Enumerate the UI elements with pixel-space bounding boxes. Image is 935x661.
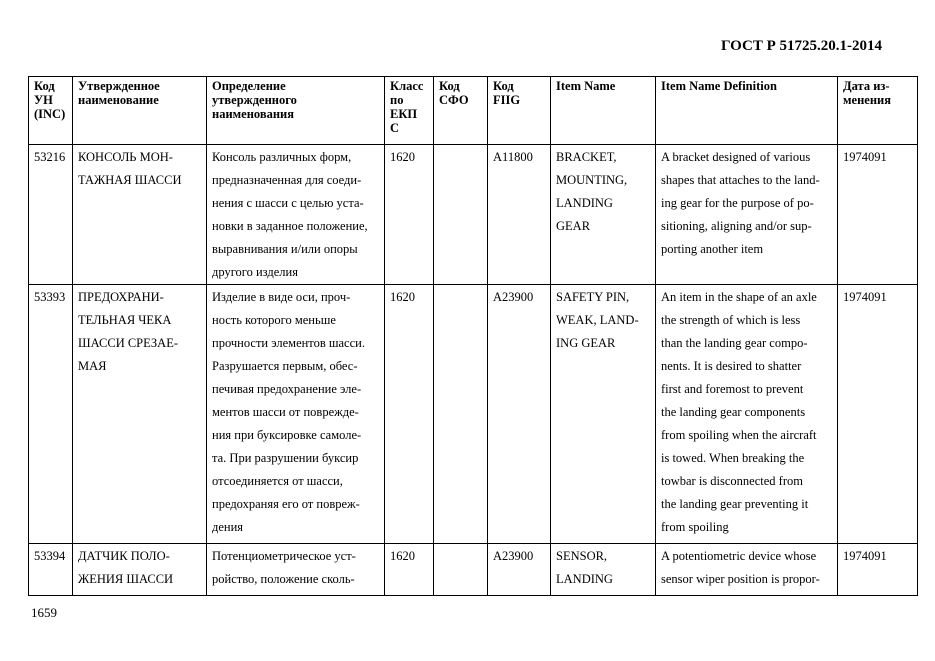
item-name-cell: SAFETY PIN, WEAK, LAND- ING GEAR	[551, 285, 656, 544]
sfo-code-cell	[434, 544, 488, 596]
item-name-cell: BRACKET, MOUNTING, LANDING GEAR	[551, 145, 656, 285]
sfo-code-cell	[434, 145, 488, 285]
item-name-definition-cell: A bracket designed of various shapes that attaches to the land- ing gear for the purpose of po- sitioning, aligning and/or sup- porting another item	[656, 145, 838, 285]
inc-code-cell: 53393	[29, 285, 73, 544]
definition-cell: Потенциометрическое уст- ройство, положение сколь-	[207, 544, 385, 596]
column-header: Код FIIG	[488, 77, 551, 145]
fiig-code-cell: A11800	[488, 145, 551, 285]
column-header: Код СФО	[434, 77, 488, 145]
definition-cell: Изделие в виде оси, проч- ность которого меньше прочности элементов шасси. Разрушается первым, обес- печивая предохранение эле- ментов шасси от поврежде- ния при буксировке самоле- та. При разрушении буксир отсоединяется от шасси, предохраняя его от повреж- дения	[207, 285, 385, 544]
class-cell: 1620	[385, 544, 434, 596]
table-body	[29, 145, 918, 596]
item-name-definition-cell: A potentiometric device whose sensor wiper position is propor-	[656, 544, 838, 596]
column-header: Item Name Definition	[656, 77, 838, 145]
approved-name-cell: ПРЕДОХРАНИ- ТЕЛЬНАЯ ЧЕКА ШАССИ СРЕЗАЕ- МАЯ	[73, 285, 207, 544]
class-cell: 1620	[385, 145, 434, 285]
sfo-code-cell	[434, 285, 488, 544]
column-header: Утвержденное наименование	[73, 77, 207, 145]
table-row	[29, 544, 918, 596]
column-header: Определение утвержденного наименования	[207, 77, 385, 145]
change-date-cell: 1974091	[838, 544, 918, 596]
item-name-definition-cell: An item in the shape of an axle the strength of which is less than the landing gear compo- nents. It is desired to shatter first and foremost to prevent the landing gear components from spoiling when the aircraft is towed. When breaking the towbar is disconnected from the landing gear preventing it from spoiling	[656, 285, 838, 544]
column-header: Код УН (INC)	[29, 77, 73, 145]
change-date-cell: 1974091	[838, 145, 918, 285]
column-header: Дата из- менения	[838, 77, 918, 145]
item-name-cell: SENSOR, LANDING	[551, 544, 656, 596]
change-date-cell: 1974091	[838, 285, 918, 544]
catalog-table	[28, 76, 918, 596]
class-cell: 1620	[385, 285, 434, 544]
table-row	[29, 145, 918, 285]
document-code: ГОСТ Р 51725.20.1-2014	[721, 38, 883, 54]
inc-code-cell: 53394	[29, 544, 73, 596]
column-header: Класс по ЕКП С	[385, 77, 434, 145]
approved-name-cell: ДАТЧИК ПОЛО- ЖЕНИЯ ШАССИ	[73, 544, 207, 596]
fiig-code-cell: A23900	[488, 544, 551, 596]
approved-name-cell: КОНСОЛЬ МОН- ТАЖНАЯ ШАССИ	[73, 145, 207, 285]
table-row	[29, 285, 918, 544]
definition-cell: Консоль различных форм, предназначенная для соеди- нения с шасси с целью уста- новки в заданное положение, выравнивания и/или опоры другого изделия	[207, 145, 385, 285]
page-number: 1659	[31, 605, 57, 620]
column-header: Item Name	[551, 77, 656, 145]
header-row	[29, 77, 918, 145]
fiig-code-cell: A23900	[488, 285, 551, 544]
inc-code-cell: 53216	[29, 145, 73, 285]
